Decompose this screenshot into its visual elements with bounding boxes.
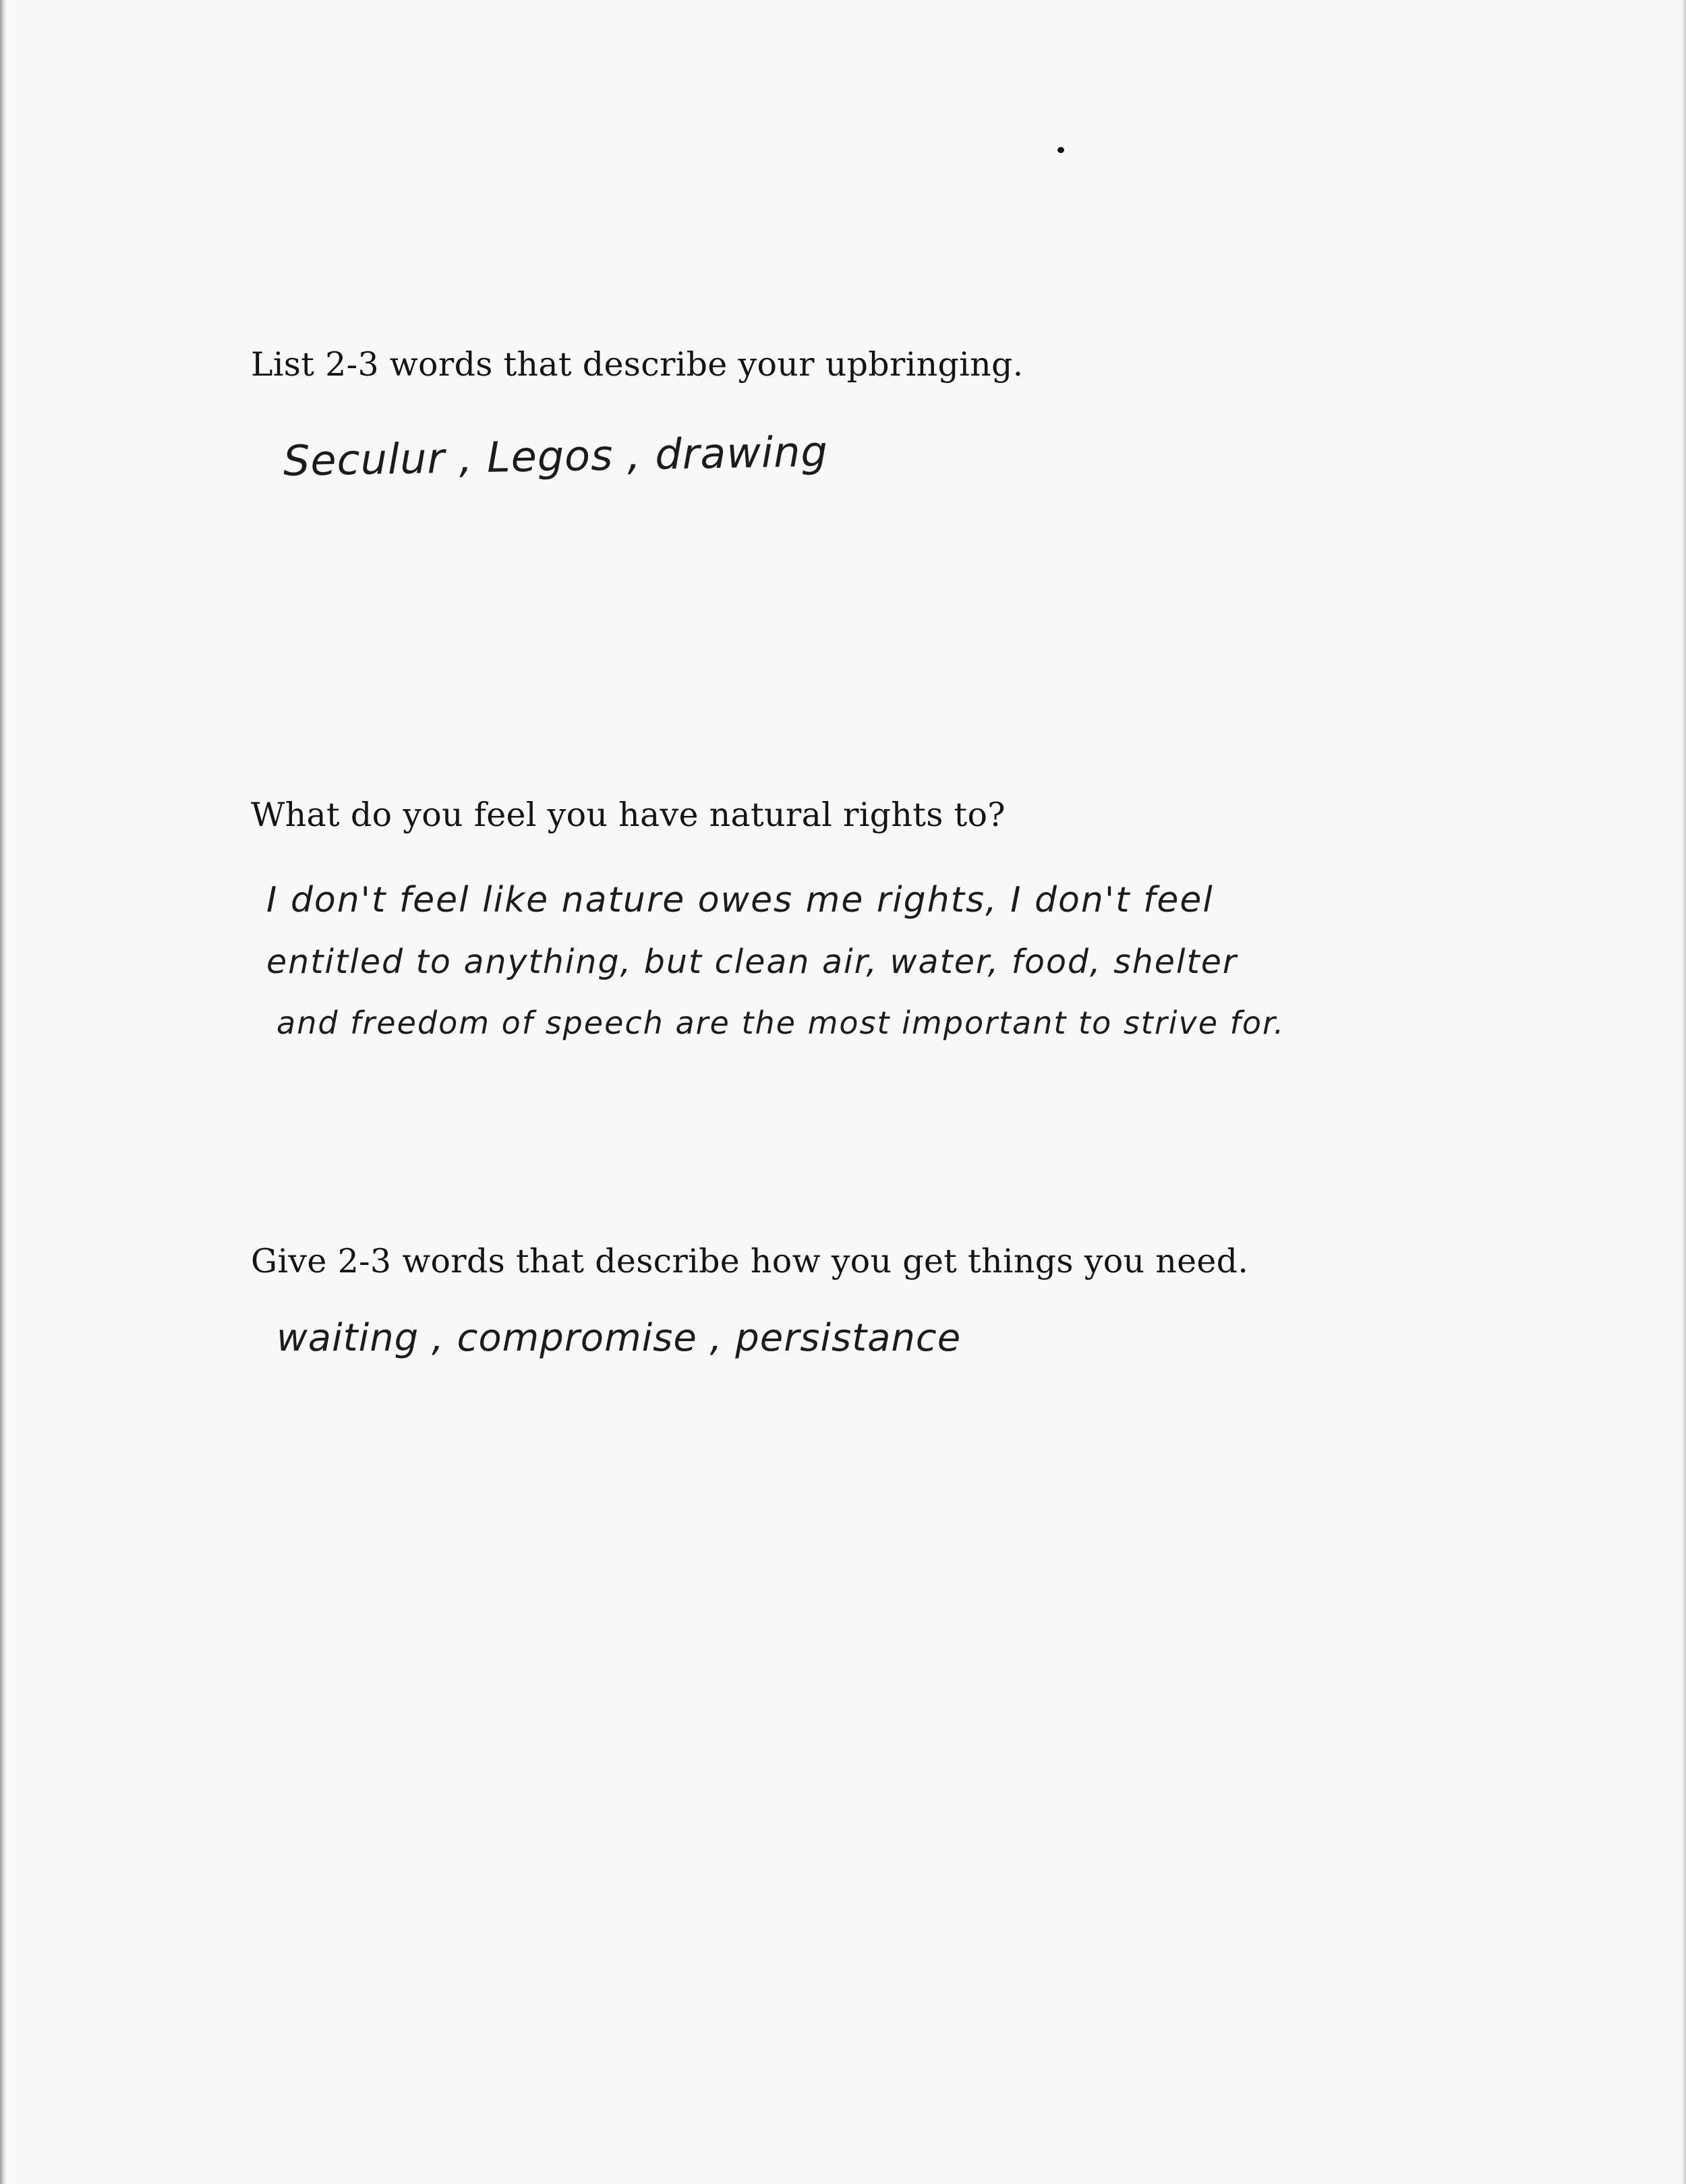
scan-edge-left: [0, 0, 7, 2184]
question-3-answer: waiting , compromise , persistance: [277, 1316, 962, 1360]
question-3-prompt: Give 2-3 words that describe how you get things you need.: [251, 1242, 1249, 1280]
question-1-prompt: List 2-3 words that describe your upbringing.: [251, 345, 1024, 384]
scan-speck: [1057, 147, 1064, 153]
question-2-answer-line-3: and freedom of speech are the most important to strive for.: [277, 1005, 1285, 1041]
question-1-answer: Seculur , Legos , drawing: [283, 426, 829, 486]
question-2-answer-line-2: entitled to anything, but clean air, water, food, shelter: [266, 943, 1238, 981]
question-2-answer-line-1: I don't feel like nature owes me rights, I don't feel: [266, 880, 1214, 920]
question-2-prompt: What do you feel you have natural rights to?: [251, 796, 1006, 834]
scan-edge-right: [1682, 0, 1686, 2184]
